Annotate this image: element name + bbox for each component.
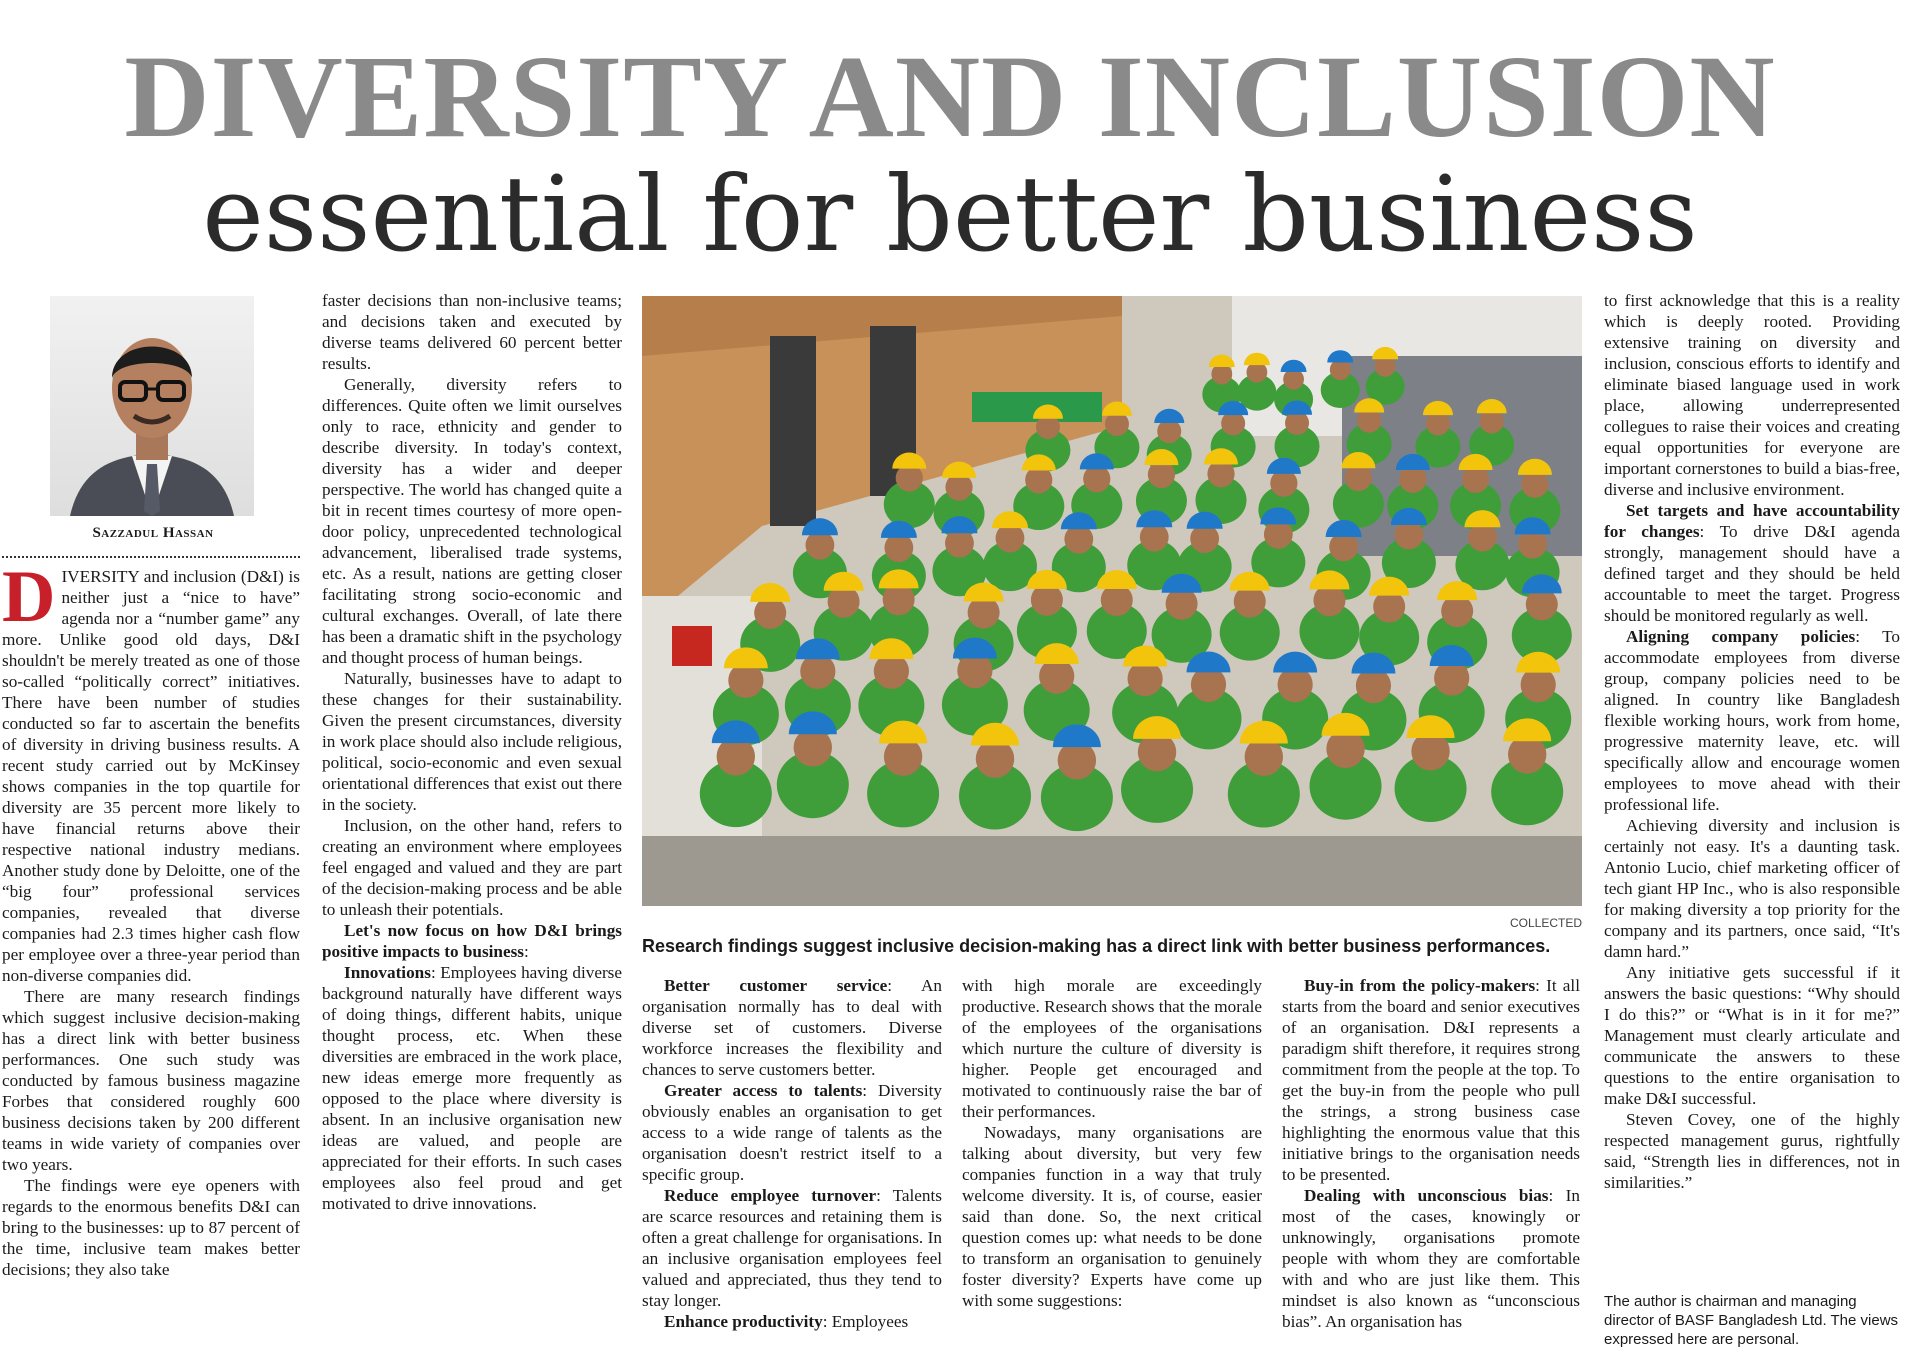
- subheading: Reduce employee turnover: [664, 1186, 877, 1205]
- paragraph: to first acknowledge that this is a reality which is deeply rooted. Providing extensive training on diversity and inclusion, conscious efforts to identify and eliminate biased language used in work place, allowing underrepresented collegues to raise their voices and creating equal opportunities for everyone are important cornerstones to build a bias-free, diverse and inclusive environment.: [1604, 291, 1900, 499]
- photo-credit: COLLECTED: [1509, 916, 1582, 930]
- paragraph-text: :: [523, 942, 529, 961]
- paragraph: Any initiative gets successful if it answers the basic questions: “Why should I do this?” or “What is in it for me?” Management must clearly articulate and communicate the answers to these questions to the entire organisation to make D&I successful.: [1604, 963, 1900, 1108]
- paragraph-text: : It all starts from the board and senior executives of an organisation. D&I represents a paradigm shift therefore, it requires strong commitment from the people at the top. To get the buy-in from the people who pull the strings, a strong business case highlighting the enormous value that this initiative brings to the organisation needs to be presented.: [1282, 976, 1580, 1184]
- photo-caption: Research findings suggest inclusive decision-making has a direct link with better business performances.: [642, 936, 1551, 956]
- article-column-6: [1604, 290, 1900, 1193]
- drop-cap: D: [2, 556, 56, 638]
- subheading: Innovations: [344, 963, 431, 982]
- paragraph: Inclusion, on the other hand, refers to creating an environment where employees feel engaged and valued and they are part of the decision-making process and be able to unleash their potentials.: [322, 816, 622, 919]
- article-column-2: [322, 290, 622, 1214]
- paragraph-text: : An organisation normally has to deal with diverse set of customers. Diverse workforce increases the flexibility and chances to serve customers better.: [642, 976, 942, 1079]
- paragraph: IVERSITY and inclusion (D&I) is neither just a “nice to have” agenda nor a “number game” any more. Unlike good old days, D&I shouldn't be merely treated as one of those so-called “politically correct” initiatives. There have been number of studies conducted so far to ascertain the benefits of diversity in driving business results. A recent study carried out by McKinsey shows companies in the top quartile for diversity are 35 percent more likely to have financial returns above their respective national industry medians. Another study done by Deloitte, one of the “big four” professional services companies, revealed that diverse companies had 2.3 times higher cash flow per employee over a three-year period than non-diverse companies did.: [2, 567, 300, 985]
- paragraph: [1604, 626, 1900, 815]
- paragraph-text: : To drive D&I agenda strongly, management should have a defined target and they should be held accountable to meet the target. Progress should be monitored regularly as well.: [1604, 522, 1901, 625]
- subheading: Dealing with unconscious bias: [1304, 1186, 1549, 1205]
- article-column-4: [962, 975, 1262, 1311]
- paragraph: [642, 1185, 942, 1311]
- paragraph: [1604, 500, 1900, 626]
- paragraph: Steven Covey, one of the highly respected management gurus, rightfully said, “Strength lies in differences, not in similarities.”: [1604, 1110, 1900, 1192]
- paragraph: [322, 920, 622, 962]
- paragraph: [642, 1311, 942, 1332]
- paragraph: There are many research findings which suggest inclusive decision-making has a direct link with better business performances. One such study was conducted by famous business magazine Forbes that considered roughly 600 business decisions taken by 200 different teams in wide variety of companies over two years.: [2, 987, 300, 1174]
- article-column-3: [642, 975, 942, 1332]
- article-column-5: [1282, 975, 1580, 1332]
- paragraph: Generally, diversity refers to differences. Quite often we limit ourselves only to race, ethnicity and gender to describe diversity. In today's context, diversity has a wider and deeper perspective. The world has changed quite a bit in recent times courtesy of more open-door policy, unprecedented technological advancement, liberalised trade systems, etc. As a result, nations are getting closer facilitating strong socio-economic and cultural exchanges. Overall, of late there has been a dramatic shift in the psychology and thought process of human beings.: [322, 375, 622, 667]
- paragraph: Naturally, businesses have to adapt to these changes for their sustainability. Given the present circumstances, diversity in work place should also include religious, political, socio-economic and even sexual orientational differences that exist out there in the society.: [322, 669, 622, 814]
- paragraph: [642, 1080, 942, 1185]
- subheading: Set targets and have accountability for changes: [1604, 501, 1900, 541]
- paragraph: with high morale are exceedingly productive. Research shows that the morale of the employees of the organisations which nurture the culture of diversity is higher. People get encouraged and motivated to continuously raise the bar of their performances.: [962, 976, 1262, 1121]
- subheading: Better customer service: [664, 976, 888, 995]
- paragraph: Achieving diversity and inclusion is certainly not easy. It's a daunting task. Antonio Lucio, chief marketing officer of tech giant HP Inc., who is also responsible for making diversity a top priority for the company and its partners, once said, “It's damn hard.”: [1604, 816, 1900, 961]
- paragraph: The findings were eye openers with regards to the enormous benefits D&I can bring to the businesses: up to 87 percent of the time, inclusive team makes better decisions; they also take: [2, 1176, 300, 1279]
- subheading: Enhance productivity: [664, 1312, 823, 1331]
- paragraph: Nowadays, many organisations are talking about diversity, but very few companies function in a way that truly welcome diversity. It is, of course, easier said than done. So, the next critical question comes up: what needs to be done to transform an organisation to genuinely foster diversity? Experts have come up with some suggestions:: [962, 1123, 1262, 1310]
- paragraph: faster decisions than non-inclusive teams; and decisions taken and executed by diverse teams delivered 60 percent better results.: [322, 291, 622, 373]
- headline-main: DIVERSITY AND INCLUSION: [124, 31, 1776, 162]
- paragraph: [1282, 975, 1580, 1185]
- paragraph-text: : Talents are scarce resources and retaining them is often a great challenge for organisations. In an inclusive organisation employees feel valued and appreciated, thus they tend to stay longer.: [642, 1186, 942, 1310]
- paragraph-text: : Employees having diverse background naturally have different ways of doing things, different habits, unique thought process, etc. When these diversities are embraced in the work place, new ideas emerge more frequently as opposed to the place where diversity is absent. In an inclusive organisation new ideas are valued, and people are appreciated for their efforts. In such cases employees also feel proud and get motivated to drive innovations.: [322, 963, 622, 1213]
- subheading: Let's now focus on how D&I brings positive impacts to business: [322, 921, 622, 961]
- paragraph-text: : To accommodate employees from diverse group, company policies need to be aligned. In country like Bangladesh flexible working hours, work from home, progressive maternity leave, etc. will specifically allow and encourage women employees to move ahead with their professional life.: [1604, 627, 1901, 814]
- paragraph: [642, 975, 942, 1080]
- author-name: Sazzadul Hassan: [92, 525, 214, 541]
- headline-sub: essential for better business: [202, 153, 1698, 275]
- author-footnote: The author is chairman and managing director of BASF Bangladesh Ltd. The views expressed here are personal.: [1604, 1293, 1899, 1348]
- subheading: Buy-in from the policy-makers: [1304, 976, 1536, 995]
- subheading: Greater access to talents: [664, 1081, 863, 1100]
- group-photo: [642, 296, 1582, 906]
- paragraph-text: : In most of the cases, knowingly or unknowingly, organisations promote people with whom they are comfortable with and who are just like them. This mindset is also known as “unconscious bias”. An organisation has: [1282, 1186, 1581, 1331]
- author-photo: [50, 296, 254, 516]
- paragraph: [322, 962, 622, 1214]
- paragraph: [1282, 1185, 1580, 1332]
- paragraph-text: : Employees: [822, 1312, 909, 1331]
- subheading: Aligning company policies: [1626, 627, 1856, 646]
- article-column-1: [2, 556, 300, 1280]
- paragraph-text: : Diversity obviously enables an organisation to get access to a wide range of talents as the organisation doesn't restrict itself to a specific group.: [642, 1081, 942, 1184]
